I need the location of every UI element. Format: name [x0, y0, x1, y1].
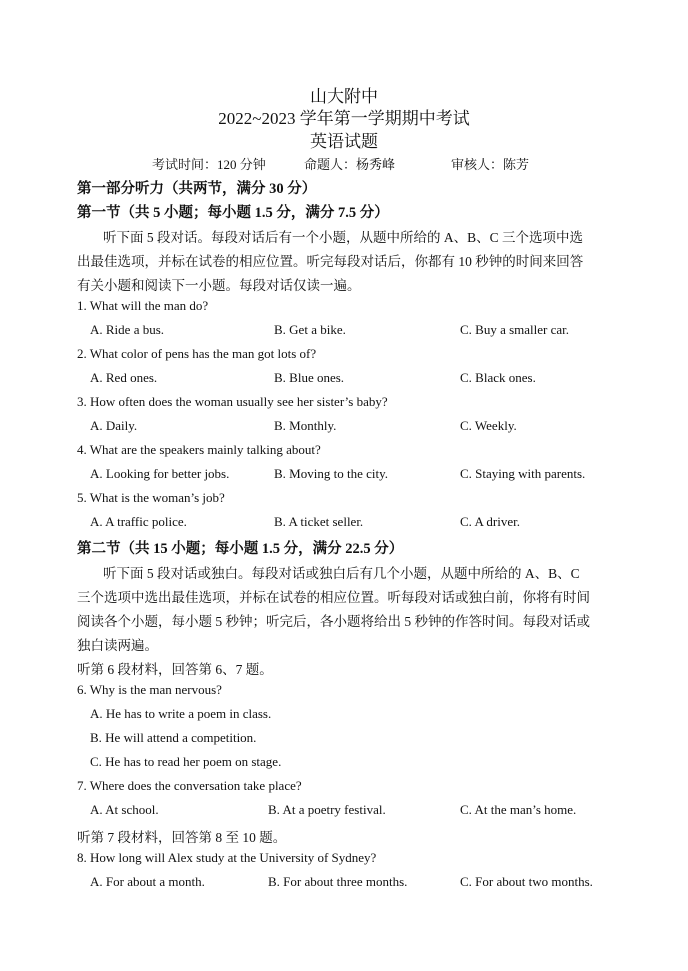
option-a: A. A traffic police. [90, 514, 187, 529]
school-name: 山大附中 [310, 87, 378, 106]
option-a: A. For about a month. [90, 874, 205, 889]
option-a: A. Looking for better jobs. [90, 466, 230, 481]
question-stem: 1. What will the man do? [77, 298, 209, 313]
option-c: C. Weekly. [460, 418, 517, 433]
option-c: C. Black ones. [460, 370, 536, 385]
option-b: B. Get a bike. [274, 322, 346, 337]
option-b: B. At a poetry festival. [268, 802, 386, 817]
question-stem: 3. How often does the woman usually see her sister’s baby? [77, 394, 388, 409]
section2-instruction-line: 独白读两遍。 [77, 638, 158, 653]
question-stem: 6. Why is the man nervous? [77, 682, 222, 697]
option-c: C. Buy a smaller car. [460, 322, 570, 337]
section2-instruction-line: 阅读各个小题，每小题 5 秒钟；听完后，各小题将给出 5 秒钟的作答时间。每段对话或 [77, 614, 590, 629]
option-c: C. A driver. [460, 514, 520, 529]
section1-instruction-line: 出最佳选项，并标在试卷的相应位置。听完每段对话后，你都有 10 秒钟的时间来回答 [77, 254, 584, 269]
option-b: B. For about three months. [268, 874, 408, 889]
option-c: C. He has to read her poem on stage. [90, 754, 282, 769]
material-note: 听第 7 段材料，回答第 8 至 10 题。 [77, 830, 287, 845]
section1-instruction-line: 有关小题和阅读下一小题。每段对话仅读一遍。 [77, 278, 361, 293]
option-a: A. He has to write a poem in class. [90, 706, 272, 721]
option-a: A. At school. [90, 802, 159, 817]
section2-instruction-line: 三个选项中选出最佳选项，并标在试卷的相应位置。听每段对话或独白前，你将有时间 [77, 590, 590, 605]
option-b: B. Moving to the city. [274, 466, 388, 481]
exam-reviewer: 审核人：陈芳 [451, 157, 530, 172]
exam-title: 2022~2023 学年第一学期期中考试 [218, 109, 470, 128]
option-b: B. Monthly. [274, 418, 337, 433]
option-c: C. Staying with parents. [460, 466, 586, 481]
exam-author: 命题人：杨秀峰 [304, 157, 396, 172]
exam-time: 考试时间：120 分钟 [152, 157, 266, 172]
option-c: C. For about two months. [460, 874, 593, 889]
question-stem: 7. Where does the conversation take place? [77, 778, 302, 793]
subject-title: 英语试题 [310, 132, 378, 151]
question-stem: 5. What is the woman’s job? [77, 490, 225, 505]
option-b: B. A ticket seller. [274, 514, 364, 529]
option-a: A. Daily. [90, 418, 138, 433]
part-heading: 第一部分听力（共两节，满分 30 分） [77, 181, 317, 197]
option-a: A. Red ones. [90, 370, 158, 385]
section2-heading: 第二节（共 15 小题；每小题 1.5 分，满分 22.5 分） [77, 541, 404, 557]
option-b: B. Blue ones. [274, 370, 345, 385]
question-stem: 8. How long will Alex study at the University of Sydney? [77, 850, 377, 865]
option-b: B. He will attend a competition. [90, 730, 257, 745]
option-a: A. Ride a bus. [90, 322, 165, 337]
section1-heading: 第一节（共 5 小题；每小题 1.5 分，满分 7.5 分） [77, 205, 389, 221]
option-c: C. At the man’s home. [460, 802, 577, 817]
question-stem: 4. What are the speakers mainly talking about? [77, 442, 321, 457]
section1-instruction-line: 听下面 5 段对话。每段对话后有一个小题，从题中所给的 A、B、C 三个选项中选 [103, 230, 584, 245]
section2-instruction-line: 听下面 5 段对话或独白。每段对话或独白后有几个小题，从题中所给的 A、B、C [103, 566, 580, 581]
question-stem: 2. What color of pens has the man got lots of? [77, 346, 317, 361]
material-note: 听第 6 段材料，回答第 6、7 题。 [77, 662, 273, 677]
